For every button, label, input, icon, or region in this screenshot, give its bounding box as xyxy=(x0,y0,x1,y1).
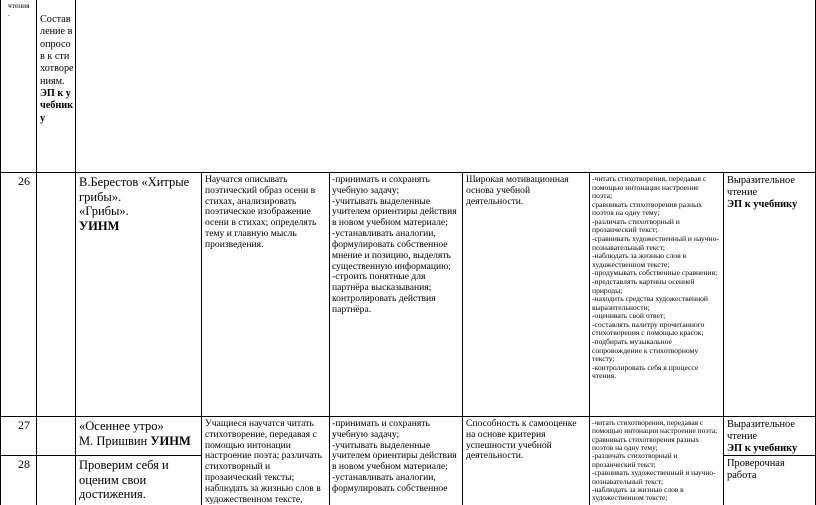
lesson-type-27: УИНМ xyxy=(150,433,191,448)
activities-26: -читать стихотворения, передавая с помощью интонации настроение поэта; сравнивать стихотворения разных поэтов на одну тему; -различать стихотворный и прозаический текст; -сравнивать художественный и научно-познавательный текст; -наблюдать за жизнью слов в художественном тексте; -продумывать собственные сравнения; -представлять картины осенней природы; -находить средства художественной выразительности; -оценивать свой ответ; -составлять палитру прочитанного стихотворения с помощью красок; -подбирать музыкальное сопровождение к стихотворному тексту; -контролировать себя в процессе чтения. xyxy=(592,175,719,381)
form-28: Проверочная работа xyxy=(727,458,785,481)
subject-results-26: Научатся описывать поэтический образ осени в стихах, анализировать поэтическое изображение осени в стихах; определять тему и главную мысль произведения. xyxy=(205,175,317,250)
activities-27-28: -читать стихотворения, передавая с помощью интонации настроение поэта; сравнивать стихотворения разных поэтов на одну тему; -различать стихотворный и прозаический текст; -сравнивать художественный и научно-познавательный текст; -наблюдать за жизнью слов в художественном тексте; xyxy=(592,419,718,503)
form-26: Выразительное чтение xyxy=(727,175,795,198)
top-activity-cell xyxy=(40,14,74,125)
personal-results-27-28: Способность к самооценке на основе критерия успешности учебной деятельности. xyxy=(466,419,577,462)
top-activity-ref: ЭП к учебнику xyxy=(40,88,73,124)
row-number-26: 26 xyxy=(18,175,30,188)
top-activity-text: Составление вопросов к стихотворениям. xyxy=(40,14,74,87)
topic-28: Проверим себя и оценим свои достижения. xyxy=(79,458,169,501)
col-divider-2 xyxy=(75,0,76,505)
row-border-top-26 xyxy=(0,172,816,173)
topic-26: В.Берестов «Хитрые грибы». «Грибы». xyxy=(79,175,190,218)
row-number-27: 27 xyxy=(18,419,30,432)
row-border-top-28-left xyxy=(0,455,202,456)
border-left xyxy=(0,0,1,505)
row-border-top-27 xyxy=(0,416,816,417)
row-number-28: 28 xyxy=(18,458,30,471)
topic-27: «Осеннее утро» М. Пришвин xyxy=(79,419,164,448)
meta-results-26: -принимать и сохранять учебную задачу; -учитывать выделенные учителем ориентиры действия в новом учебном материале; -устанавливать аналогии, формулировать собственное мнение и позицию, выделять существенную информацию; -строить понятные для партнёра высказывания; контролировать действия партнёра. xyxy=(332,175,457,315)
form-cell-26 xyxy=(727,175,813,210)
col-divider-4 xyxy=(329,172,330,505)
col-divider-5 xyxy=(462,172,463,505)
col-divider-1 xyxy=(36,0,37,505)
col-divider-6 xyxy=(589,172,590,505)
subject-results-27-28: Учащиеся научатся читать стихотворение, передавая с помощью интонации настроение поэта; различать стихотворный и прозаический тексты; наблюдать за жизнью слов в художественном тексте, xyxy=(205,419,322,505)
top-partial-label: чтения . xyxy=(8,2,30,19)
form-27: Выразительное чтение xyxy=(727,419,795,442)
topic-cell-27 xyxy=(79,419,199,448)
topic-cell-26 xyxy=(79,175,199,233)
meta-results-27-28: -принимать и сохранять учебную задачу; -учитывать выделенные учителем ориентиры действия в новом учебном материале; -устанавливать аналогии, формулировать собственное xyxy=(332,419,457,494)
form-cell-27 xyxy=(727,419,813,454)
row-border-top-28-right xyxy=(723,455,816,456)
form-ref-26: ЭП к учебнику xyxy=(727,198,798,210)
personal-results-26: Широкая мотивационная основа учебной деятельности. xyxy=(466,175,569,207)
lesson-type-26: УИНМ xyxy=(79,218,120,233)
form-ref-27: ЭП к учебнику xyxy=(727,442,798,454)
